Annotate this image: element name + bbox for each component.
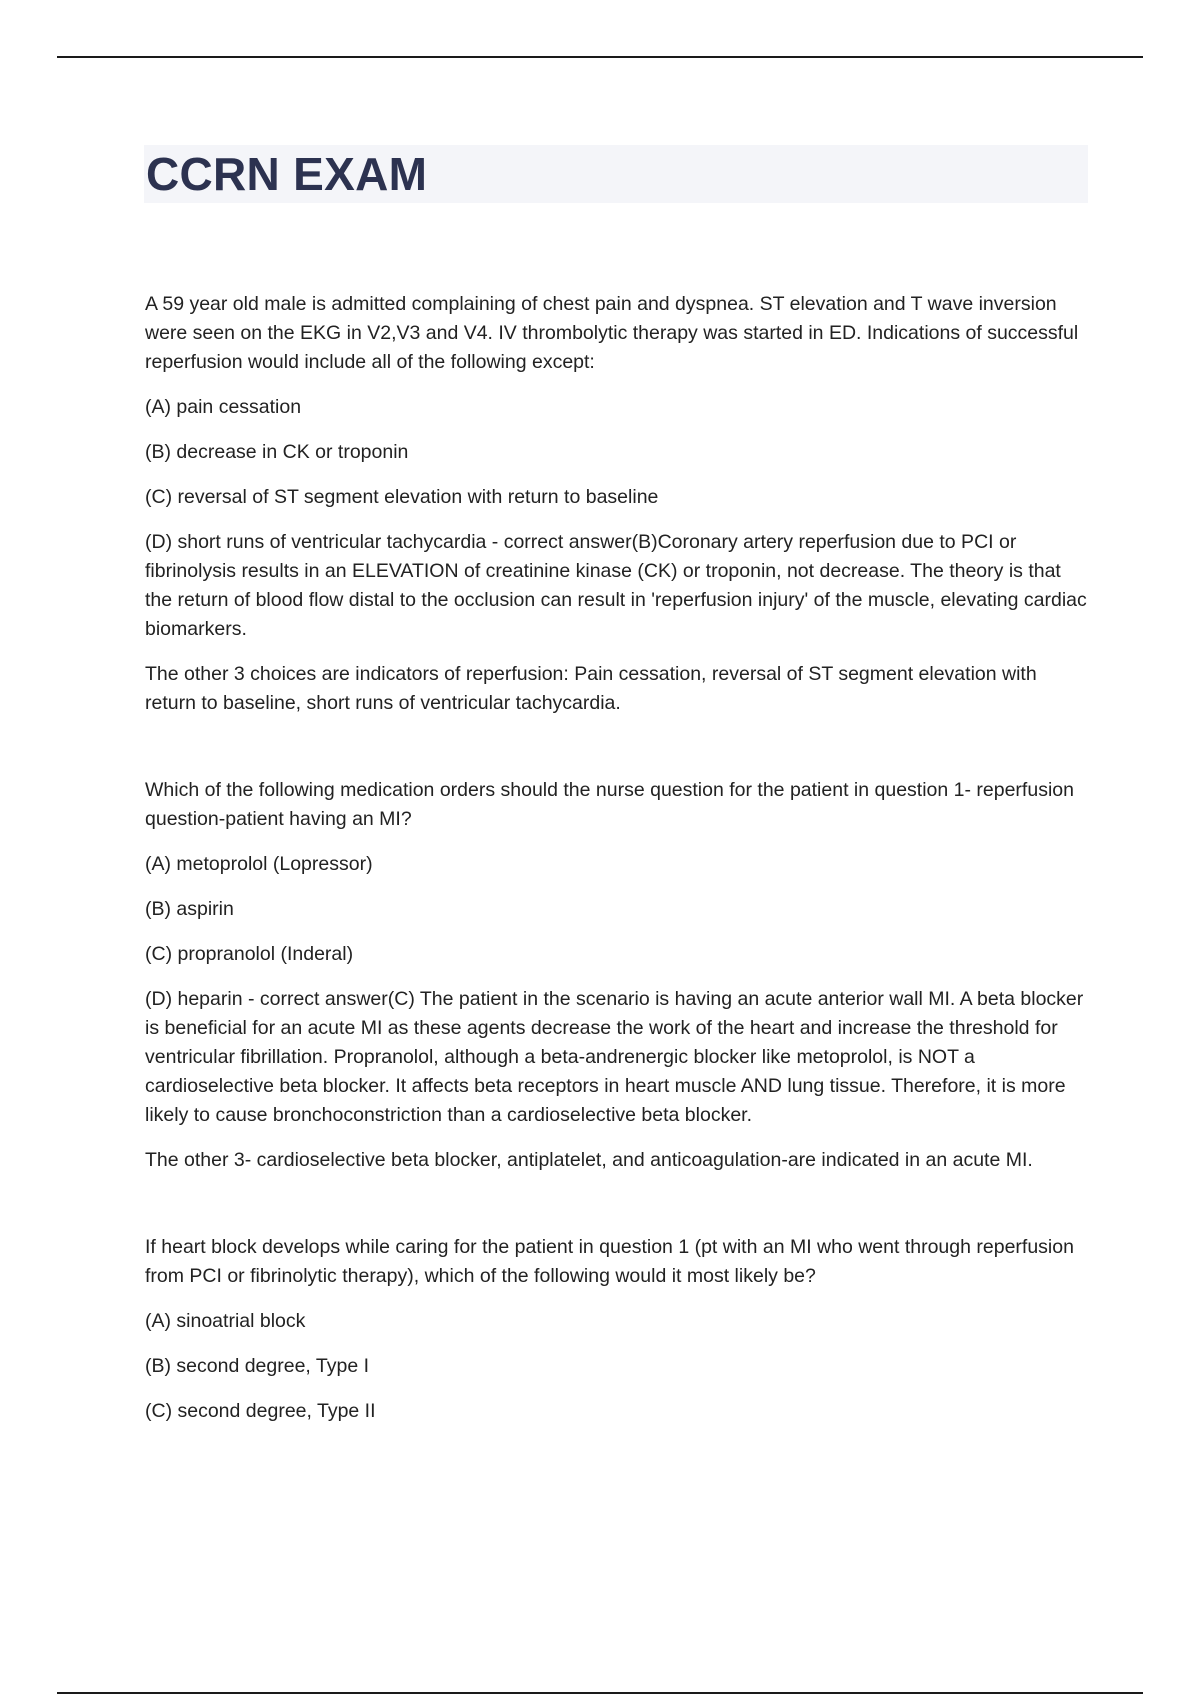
bottom-divider [57,1692,1143,1694]
answer-option: (A) sinoatrial block [145,1310,306,1332]
answer-option: (D) short runs of ventricular tachycardia - correct answer(B)Coronary artery reperfusion due to PCI or fibrinolysis results in an ELEVATION of creatinine kinase (CK) or troponin, not decrease. The theory is that the return of blood flow distal to the occlusion can result in 'reperfusion injury' of the muscle, elevating cardiac biomarkers. [145,531,1087,640]
answer-option: (A) pain cessation [145,396,302,418]
answer-option: (B) decrease in CK or troponin [145,441,409,463]
answer-explanation: The other 3 choices are indicators of reperfusion: Pain cessation, reversal of ST segment elevation with return to baseline, short runs of ventricular tachycardia. [145,663,1037,714]
answer-option: (C) propranolol (Inderal) [145,943,354,965]
question-text: If heart block develops while caring for the patient in question 1 (pt with an MI who went through reperfusion from PCI or fibrinolytic therapy), which of the following would it most likely be? [145,1236,1074,1287]
top-divider [57,56,1143,58]
answer-option: (C) reversal of ST segment elevation with return to baseline [145,486,659,508]
question-text: A 59 year old male is admitted complaining of chest pain and dyspnea. ST elevation and T wave inversion were seen on the EKG in V2,V3 and V4. IV thrombolytic therapy was started in ED. Indications of successful reperfusion would include all of the following except: [145,293,1079,373]
question-text: Which of the following medication orders should the nurse question for the patient in question 1- reperfusion question-patient having an MI? [145,779,1074,830]
answer-option: (D) heparin - correct answer(C) The patient in the scenario is having an acute anterior wall MI. A beta blocker is beneficial for an acute MI as these agents decrease the work of the heart and increase the threshold for ventricular fibrillation. Propranolol, although a beta-andrenergic blocker like metoprolol, is NOT a cardioselective beta blocker. It affects beta receptors in heart muscle AND lung tissue. Therefore, it is more likely to cause bronchoconstriction than a cardioselective beta blocker. [145,988,1084,1126]
question-2 [145,776,1090,1175]
question-3 [145,1233,1090,1426]
document-body [145,290,1090,1484]
question-1 [145,290,1090,718]
answer-option: (A) metoprolol (Lopressor) [145,853,373,875]
answer-explanation: The other 3- cardioselective beta blocker, antiplatelet, and anticoagulation-are indicated in an acute MI. [145,1149,1033,1171]
answer-option: (B) second degree, Type I [145,1355,370,1377]
answer-option: (C) second degree, Type II [145,1400,376,1422]
document-title: CCRN EXAM [146,148,428,200]
answer-option: (B) aspirin [145,898,234,920]
